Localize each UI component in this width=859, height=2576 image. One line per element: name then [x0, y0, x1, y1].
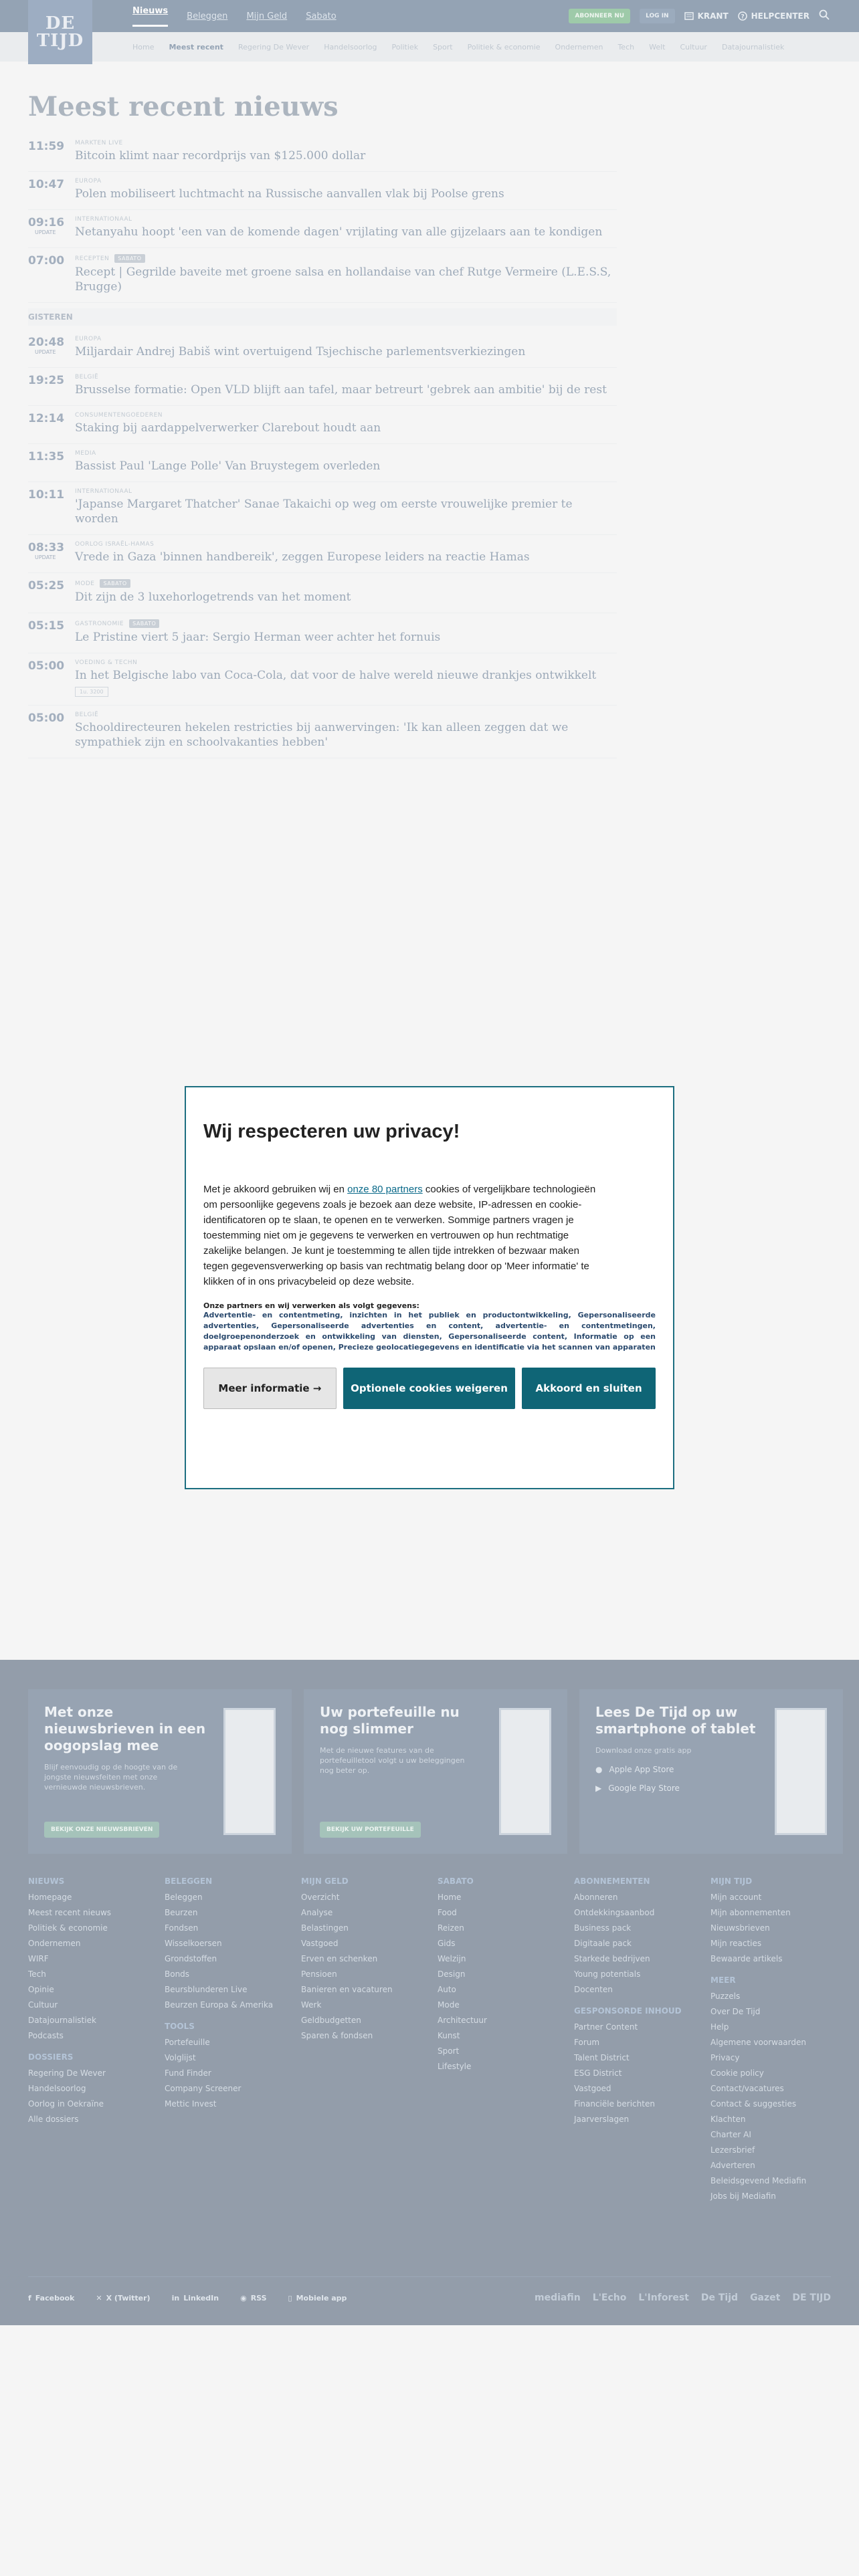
partners-title: Onze partners en wij verwerken als volgt gegevens:: [203, 1301, 419, 1310]
partners-purposes: Advertentie- en contentmeting, inzichten in het publiek en productontwikkeling, Gepersonaliseerde advertenties, Gepersonaliseerde advertenties en content, advertentie- en contentmetingen, doelgroepenonderzoek en ontwikkeling van diensten, Gepersonaliseerde content, Informatie op een apparaat opslaan en/of openen, Precieze geolocatiegegevens en identificatie via het scannen van apparaten: [203, 1311, 656, 1352]
modal-buttons: [203, 1368, 656, 1409]
privacy-consent-dialog: [185, 1086, 674, 1489]
modal-text-end: cookies of vergelijkbare technologieën om persoonlijke gegevens zoals je bezoek aan deze website, IP-adressen en cookie-identificatoren op te slaan, te openen en te verwerken. Sommige partners vragen je toestemming niet om je gegevens te verwerken en vertrouwen op hun rechtmatige zakelijke belangen. Je kunt je toestemming te allen tijde intrekken of bezwaar maken tegen gegevensverwerking op basis van rechtmatig belang door op 'Meer informatie' te klikken of in ons privacybeleid op deze website.: [203, 1184, 596, 1287]
modal-text-start: Met je akkoord gebruiken wij en: [203, 1184, 348, 1195]
refuse-cookies-button[interactable]: Optionele cookies weigeren: [343, 1368, 515, 1409]
modal-body-text: [203, 1182, 605, 1289]
more-info-button[interactable]: Meer informatie →: [203, 1368, 337, 1409]
partners-link[interactable]: onze 80 partners: [347, 1184, 423, 1195]
accept-button[interactable]: Akkoord en sluiten: [522, 1368, 656, 1409]
modal-title: Wij respecteren uw privacy!: [203, 1121, 460, 1142]
